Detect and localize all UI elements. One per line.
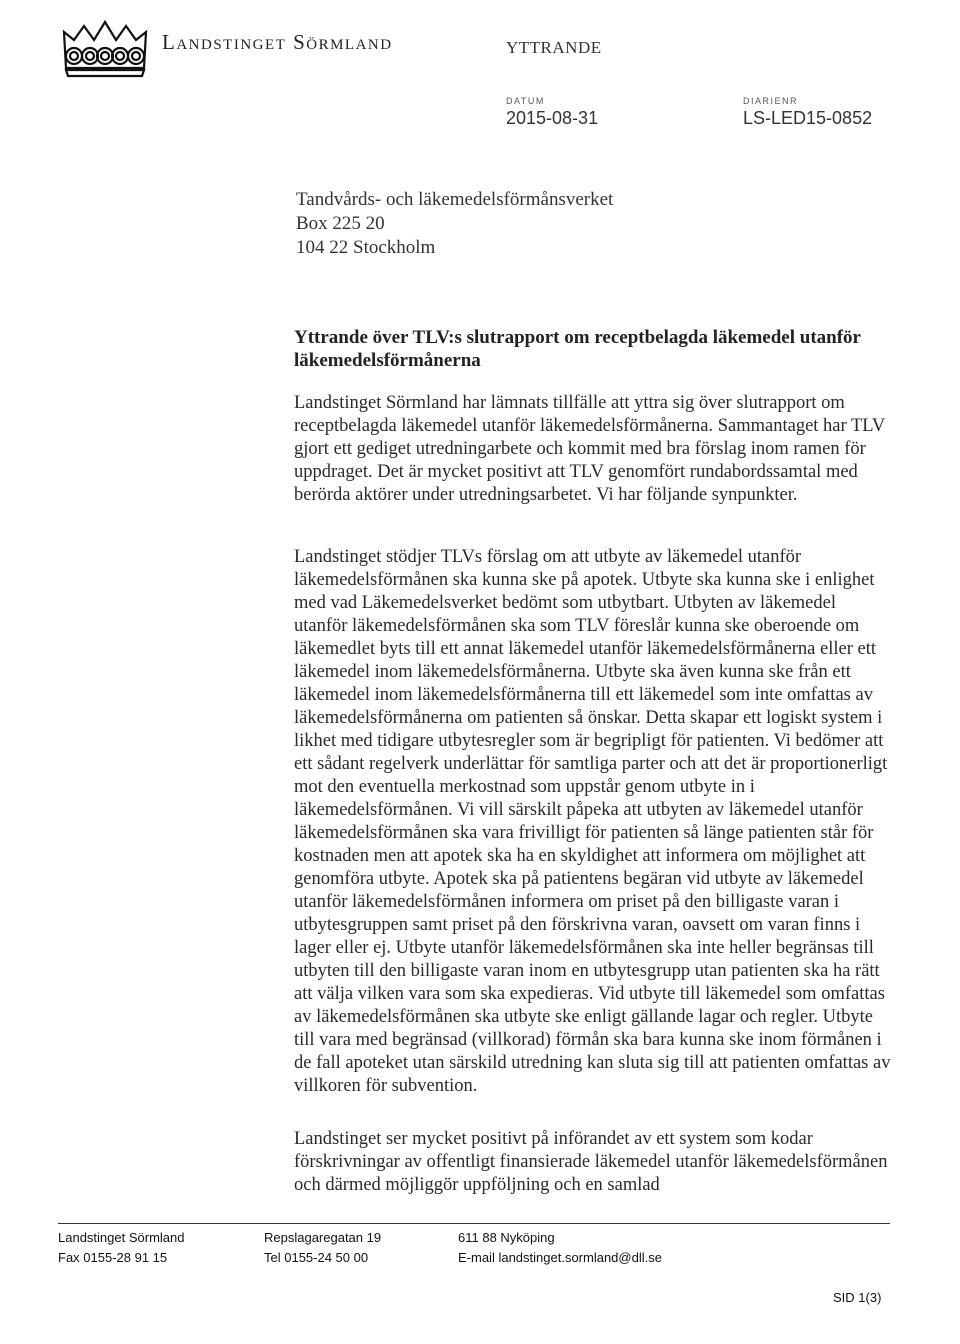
- paragraph-exchange: Landstinget stödjer TLVs förslag om att utbyte av läkemedel utanför läkemedelsförmånen ska kunna ske på apotek. Utbyte ska kunna ske i enlighet med vad Läkemedelsverket bedömt som utbytbart. Utbyten av läkemedel utanför läkemedelsförmånen ska som TLV föreslår kunna ske oberoende om läkemedlet byts till ett annat läkemedel utanför läkemedelsförmånerna eller ett läkemedel inom läkemedelsförmånerna. Utbyte ska även kunna ske från ett läkemedel inom läkemedelsförmånerna till ett läkemedel som inte omfattas av läkemedelsförmånerna om patienten så önskar. Detta skapar ett logiskt system i likhet med tidigare utbytesregler som är begripligt för patienten. Vi bedömer att ett sådant regelverk underlättar för samtliga parter och att det är proportionerligt mot den eventuella merkostnad som uppstår genom utbyte in i läkemedelsförmånen. Vi vill särskilt påpeka att utbyten av läkemedel utanför läkemedelsförmånen ska vara frivilligt för patienten så länge patienten står för kostnaden men att apotek ska ha en skyldighet att informera om möjlighet att genomföra utbyte. Apotek ska på patientens begäran vid utbyte av läkemedel utanför läkemedelsförmånen informera om priset på den billigaste varan i utbytesgruppen samt priset på den förskrivna varan, oavsett om varan finns i lager eller ej. Utbyte utanför läkemedelsförmånen ska inte heller begränsas till utbyten till den billigaste varan inom en utbytesgrupp utan patienten ska ha rätt att välja vilken vara som ska expedieras. Vid utbyte till läkemedel som omfattas av läkemedelsförmånen ska utbyte ske enligt gällande lagar och regler. Utbyte till vara med begränsad (villkorad) förmån ska bara kunna ske inom förmånen i de fall apoteket utan särskild utredning kan sluta sig till att patienten omfattas av villkoren för subvention.: [294, 547, 891, 1096]
- organization-name: Landstinget Sörmland: [162, 30, 393, 54]
- footer-phone: Tel 0155-24 50 00: [264, 1250, 369, 1265]
- diary-number-value: LS-LED15-0852: [743, 108, 873, 128]
- footer-email: E-mail landstinget.sormland@dll.se: [458, 1250, 662, 1265]
- date-value: 2015-08-31: [506, 108, 599, 128]
- footer-org: Landstinget Sörmland: [58, 1230, 185, 1245]
- paragraph-intro: Landstinget Sörmland har lämnats tillfälle att yttra sig över slutrapport om receptbelagda läkemedel utanför läkemedelsförmånerna. Sammantaget har TLV gjort ett gediget utredningarbete och kommit med bra förslag inom ramen för uppdraget. Det är mycket positivt att TLV genomfört rundabordssamtal med berörda aktörer under utredningsarbetet. Vi har följande synpunkter.: [294, 393, 885, 505]
- footer-divider: [58, 1223, 890, 1224]
- page-number: SID 1(3): [833, 1290, 882, 1305]
- document-type: YTTRANDE: [506, 38, 602, 57]
- document-title: Yttrande över TLV:s slutrapport om receptbelagda läkemedel utanför läkemedelsförmånerna: [294, 327, 861, 371]
- paragraph-coding: Landstinget ser mycket positivt på införandet av ett system som kodar förskrivningar av offentligt finansierade läkemedel utanför läkemedelsförmånen och därmed möjliggör uppföljning och en samlad: [294, 1129, 888, 1195]
- recipient-box: Box 225 20: [296, 213, 385, 234]
- diary-number-label: DIARIENR: [743, 96, 799, 106]
- crown-logo-icon: [60, 18, 150, 80]
- recipient-address: [296, 188, 613, 260]
- footer-fax: Fax 0155-28 91 15: [58, 1250, 168, 1265]
- recipient-city: 104 22 Stockholm: [296, 237, 436, 258]
- date-label: DATUM: [506, 96, 545, 106]
- footer-postal: 611 88 Nyköping: [458, 1230, 555, 1245]
- footer-street: Repslagaregatan 19: [264, 1230, 382, 1245]
- recipient-name: Tandvårds- och läkemedelsförmånsverket: [296, 189, 614, 210]
